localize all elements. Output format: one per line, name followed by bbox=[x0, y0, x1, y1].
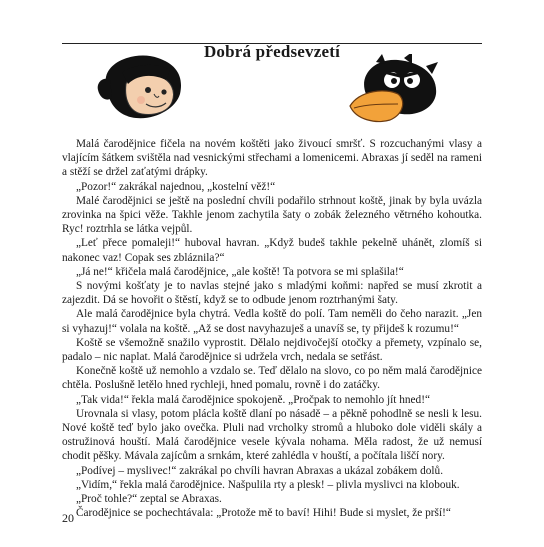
paragraph: Malá čarodějnice fičela na novém koštěti jako živoucí smršť. S rozcuchanými vlasy a vlajícím šátkem svištěla nad vesnickými střechami a lomenicemi. Abraxas jí seděl na rameni a stěží se držel zaťatými drápky. bbox=[62, 138, 482, 179]
raven-abraxas-icon bbox=[346, 54, 446, 124]
chapter-title: Dobrá předsevzetí bbox=[203, 42, 341, 61]
paragraph: „Tak vida!“ řekla malá čarodějnice spokojeně. „Pročpak to nemohlo jít hned!“ bbox=[76, 393, 430, 406]
paragraph: S novými košťaty je to navlas stejné jako s mladými koňmi: napřed se musí zkrotit a zajezdit. Dá se hovořit o štěstí, když se to odbude jenom roztrhanými šaty. bbox=[62, 280, 482, 307]
page-number: 20 bbox=[62, 511, 74, 525]
paragraph: Konečně koště už nemohlo a vzdalo se. Teď dělalo na slovo, co po něm malá čarodějnice chtěla. Poslušně letělo hned rychleji, hned pomalu, rovně i do zatáčky. bbox=[62, 365, 482, 392]
story-text bbox=[62, 137, 482, 520]
paragraph: Urovnala si vlasy, potom plácla koště dlaní po násadě – a pěkně pohodlně se nesli k lesu. Nové koště teď bylo jako ovečka. Pluli nad vrcholky stromů a hluboko dole viděli skály a ostružinová houští. Malá čarodějnice vesele kývala nohama. Měla radost, že už nemusí chodit pěšky. Mávala zajícům a srnkám, které zahlédla v houští, a počítala liščí nory. bbox=[62, 407, 482, 463]
little-witch-face-icon bbox=[96, 54, 196, 122]
paragraph: Koště se všemožně snažilo vyprostit. Dělalo nejdivočejší otočky a přemety, vzpínalo se, padalo – nic naplat. Malá čarodějnice si udržela vrch, nedala se setřást. bbox=[62, 336, 482, 364]
paragraph: „Pozor!“ zakrákal najednou, „kostelní věž!“ bbox=[76, 180, 276, 193]
paragraph: Ale malá čarodějnice byla chytrá. Vedla koště do polí. Tam neměli do čeho narazit. „Jen si vyhazuj!“ volala na koště. „Až se dost navyhazuješ a unavíš se, ty přijdeš k rozumu!“ bbox=[62, 308, 482, 335]
paragraph: „Proč tohle?“ zeptal se Abraxas. bbox=[76, 493, 222, 506]
paragraph: Čarodějnice se pochechtávala: „Protože mě to baví! Hihi! Bude si myslet, že prší!“ bbox=[76, 507, 451, 520]
paragraph: Malé čarodějnici se ještě na poslední chvíli podařilo strhnout koště, jinak by byla uvázla zrovinka na špici věže. Takhle jenom zachytila šaty o zobák železného větrného kohoutka. Ryc! roztrhla se látka vejpůl. bbox=[62, 194, 482, 236]
paragraph: „Podívej – myslivec!“ zakrákal po chvíli havran Abraxas a ukázal zobákem dolů. bbox=[76, 464, 444, 477]
paragraph: „Vidím,“ řekla malá čarodějnice. Našpulila rty a plesk! – plivla myslivci na klobouk. bbox=[76, 478, 460, 491]
paragraph: „Já ne!“ křičela malá čarodějnice, „ale koště! Ta potvora se mi splašila!“ bbox=[76, 265, 404, 278]
paragraph: „Leť přece pomaleji!“ huboval havran. „Když budeš takhle pekelně uhánět, zlomíš si nakonec vaz! Copak ses zbláznila?“ bbox=[62, 237, 482, 264]
